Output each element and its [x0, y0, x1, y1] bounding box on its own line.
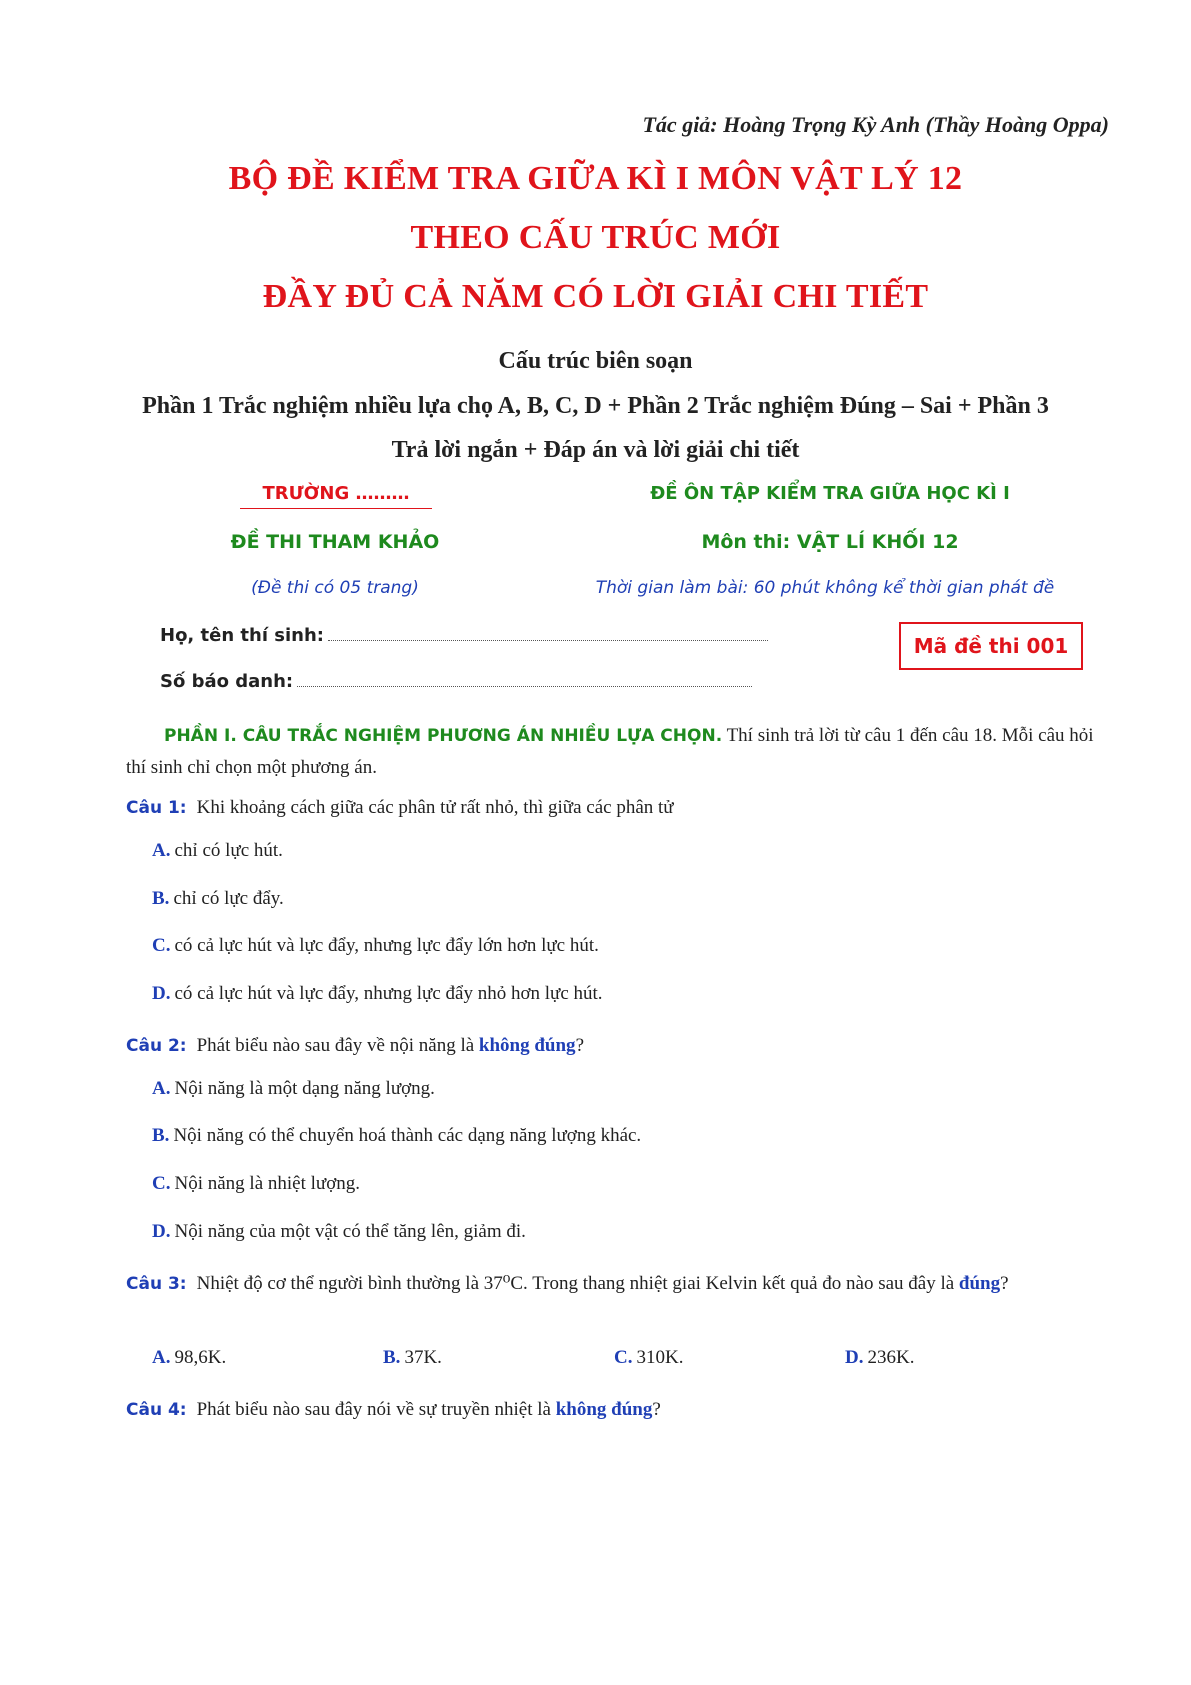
title-line-1: BỘ ĐỀ KIỂM TRA GIỮA KÌ I MÔN VẬT LÝ 12: [228, 160, 963, 197]
option-letter: B.: [152, 1125, 170, 1146]
option-letter: A.: [152, 1347, 171, 1368]
title-line-2: THEO CẤU TRÚC MỚI: [410, 219, 781, 256]
exam-code: Mã đề thi 001: [913, 634, 1069, 658]
option-text: Nội năng là một dạng năng lượng.: [174, 1078, 435, 1099]
structure-heading: Cấu trúc biên soạn: [498, 348, 693, 374]
option-b: [152, 888, 284, 910]
option-text: 37K.: [404, 1347, 442, 1368]
question-text: Phát biểu nào sau đây nói về sự truyền nhiệt là: [196, 1399, 556, 1420]
candidate-number-row: [160, 671, 752, 692]
page-count-note: (Đề thi có 05 trang): [251, 578, 419, 598]
option-b: [383, 1347, 442, 1369]
candidate-name-label: Họ, tên thí sinh:: [160, 625, 324, 646]
option-d: [152, 983, 603, 1005]
question-text: Phát biểu nào sau đây về nội năng là: [196, 1035, 479, 1056]
option-c: [614, 1347, 683, 1369]
exam-title: ĐỀ ÔN TẬP KIỂM TRA GIỮA HỌC KÌ I: [650, 483, 1010, 504]
option-text: chỉ có lực đẩy.: [173, 888, 284, 909]
question-2: [126, 1030, 1111, 1062]
title-line-3: ĐẦY ĐỦ CẢ NĂM CÓ LỜI GIẢI CHI TIẾT: [262, 278, 929, 315]
option-letter: C.: [152, 1173, 171, 1194]
subject-label: Môn thi: VẬT LÍ KHỐI 12: [701, 531, 959, 553]
candidate-number-label: Số báo danh:: [160, 671, 294, 692]
question-emphasis: đúng: [958, 1273, 1001, 1294]
question-label: Câu 3:: [126, 1274, 187, 1294]
candidate-name-row: [160, 625, 768, 646]
option-c: [152, 1173, 360, 1195]
option-text: có cả lực hút và lực đẩy, nhưng lực đẩy nhỏ hơn lực hút.: [174, 983, 603, 1004]
option-letter: C.: [152, 935, 171, 956]
question-emphasis: không đúng: [555, 1399, 653, 1420]
option-letter: D.: [152, 983, 171, 1004]
school-name: TRƯỜNG ………: [240, 483, 432, 509]
question-tail: ?: [652, 1399, 661, 1420]
question-tail: ?: [575, 1035, 584, 1056]
option-letter: A.: [152, 1078, 171, 1099]
question-tail: ?: [1000, 1273, 1009, 1294]
question-label: Câu 1:: [126, 798, 187, 818]
option-text: có cả lực hút và lực đẩy, nhưng lực đẩy lớn hơn lực hút.: [174, 935, 599, 956]
option-a: [152, 840, 283, 862]
question-4: [126, 1394, 1111, 1426]
option-letter: C.: [614, 1347, 633, 1368]
option-text: Nội năng có thể chuyển hoá thành các dạng năng lượng khác.: [173, 1125, 642, 1146]
part-1-heading: PHẦN I. CÂU TRẮC NGHIỆM PHƯƠNG ÁN NHIỀU LỰA CHỌN.: [164, 726, 723, 746]
option-c: [152, 935, 599, 957]
option-text: chỉ có lực hút.: [174, 840, 283, 861]
question-text: Khi khoảng cách giữa các phân tử rất nhỏ, thì giữa các phân tử: [196, 797, 674, 818]
option-letter: D.: [845, 1347, 864, 1368]
part-1-intro: [126, 720, 1111, 783]
option-a: [152, 1347, 226, 1369]
part-1-instruction: Thí sinh trả lời từ câu 1 đến câu 18. Mỗi câu hỏi thí sinh chỉ chọn một phương án.: [126, 725, 1094, 778]
option-letter: B.: [152, 888, 170, 909]
option-text: Nội năng là nhiệt lượng.: [174, 1173, 360, 1194]
option-text: 310K.: [636, 1347, 684, 1368]
option-b: [152, 1125, 641, 1147]
number-dotted-line: [297, 685, 752, 687]
exam-code-box: [899, 622, 1083, 670]
option-d: [845, 1347, 914, 1369]
name-dotted-line: [328, 639, 768, 641]
author-line: Tác giả: Hoàng Trọng Kỳ Anh (Thầy Hoàng Oppa): [642, 112, 1109, 137]
question-text: Nhiệt độ cơ thể người bình thường là 37⁰C. Trong thang nhiệt giai Kelvin kết quả đo nào sau đây là: [196, 1273, 959, 1294]
question-1: [126, 792, 1111, 824]
option-letter: D.: [152, 1221, 171, 1242]
option-text: 236K.: [867, 1347, 915, 1368]
structure-line-2: Trả lời ngắn + Đáp án và lời giải chi tiết: [391, 437, 800, 463]
option-text: 98,6K.: [174, 1347, 227, 1368]
option-letter: A.: [152, 840, 171, 861]
reference-label: ĐỀ THI THAM KHẢO: [230, 531, 440, 553]
question-emphasis: không đúng: [478, 1035, 576, 1056]
option-letter: B.: [383, 1347, 401, 1368]
option-d: [152, 1221, 526, 1243]
option-text: Nội năng của một vật có thể tăng lên, giảm đi.: [174, 1221, 526, 1242]
question-3: [126, 1268, 1111, 1300]
question-label: Câu 4:: [126, 1400, 187, 1420]
time-note: Thời gian làm bài: 60 phút không kể thời gian phát đề: [595, 578, 1055, 598]
option-a: [152, 1078, 435, 1100]
structure-line-1: Phần 1 Trắc nghiệm nhiều lựa chọ A, B, C, D + Phần 2 Trắc nghiệm Đúng – Sai + Phần 3: [142, 393, 1049, 419]
question-label: Câu 2:: [126, 1036, 187, 1056]
